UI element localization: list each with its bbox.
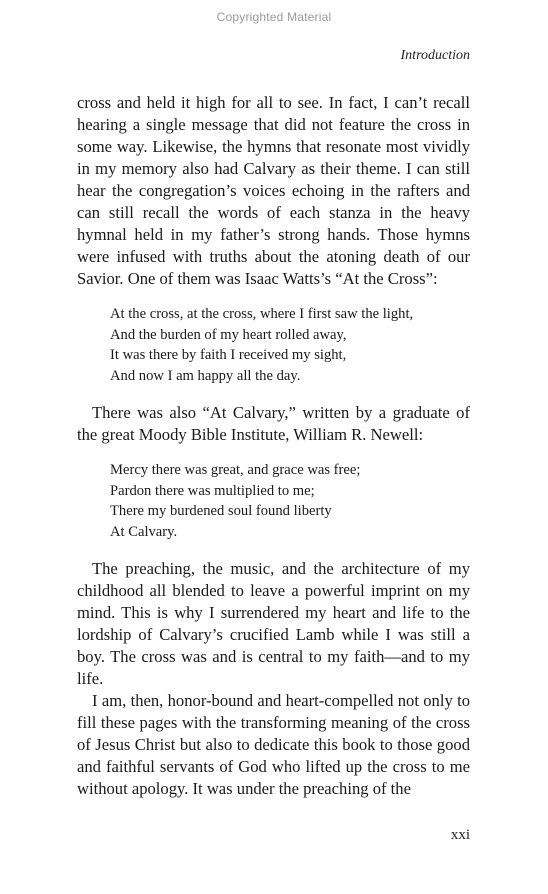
page-body <box>77 92 470 800</box>
running-head: Introduction <box>400 48 470 63</box>
hymn-at-the-cross <box>110 304 470 386</box>
verse-line: And the burden of my heart rolled away, <box>110 326 347 343</box>
verse-line: Pardon there was multiplied to me; <box>110 482 315 499</box>
verse-line: At the cross, at the cross, where I first saw the light, <box>110 306 414 322</box>
paragraph-2: There was also “At Calvary,” written by a graduate of the great Moody Bible Institute, William R. Newell: <box>77 403 470 444</box>
verse-line: There my burdened soul found liberty <box>110 503 332 519</box>
paragraph-4: I am, then, honor-bound and heart-compelled not only to fill these pages with the transforming meaning of the cross of Jesus Christ but also to dedicate this book to those good and faithful servants of God who lifted up the cross to me without apology. It was under the preaching of the <box>77 691 470 798</box>
copyright-watermark: Copyrighted Material <box>216 10 332 24</box>
hymn-at-calvary <box>110 460 470 542</box>
paragraph-1: cross and held it high for all to see. In fact, I can’t recall hearing a single message that did not feature the cross in some way. Likewise, the hymns that resonate most vividly in my memory also had Calvary as their theme. I can still hear the congregation’s voices echoing in the rafters and can still recall the words of each stanza in the heavy hymnal held in my father’s strong hands. Those hymns were infused with truths about the atoning death of our Savior. One of them was Isaac Watts’s “At the Cross”: <box>77 93 470 288</box>
page-number: xxi <box>450 827 470 843</box>
verse-line: It was there by faith I received my sight, <box>110 347 347 363</box>
verse-line: At Calvary. <box>110 523 178 540</box>
verse-line: Mercy there was great, and grace was free; <box>110 462 361 478</box>
paragraph-3: The preaching, the music, and the architecture of my childhood all blended to leave a powerful imprint on my mind. This is why I surrendered my heart and life to the lordship of Calvary’s crucified Lamb while I was still a boy. The cross was and is central to my faith—and to my life. <box>77 559 470 688</box>
verse-line: And now I am happy all the day. <box>110 367 301 384</box>
